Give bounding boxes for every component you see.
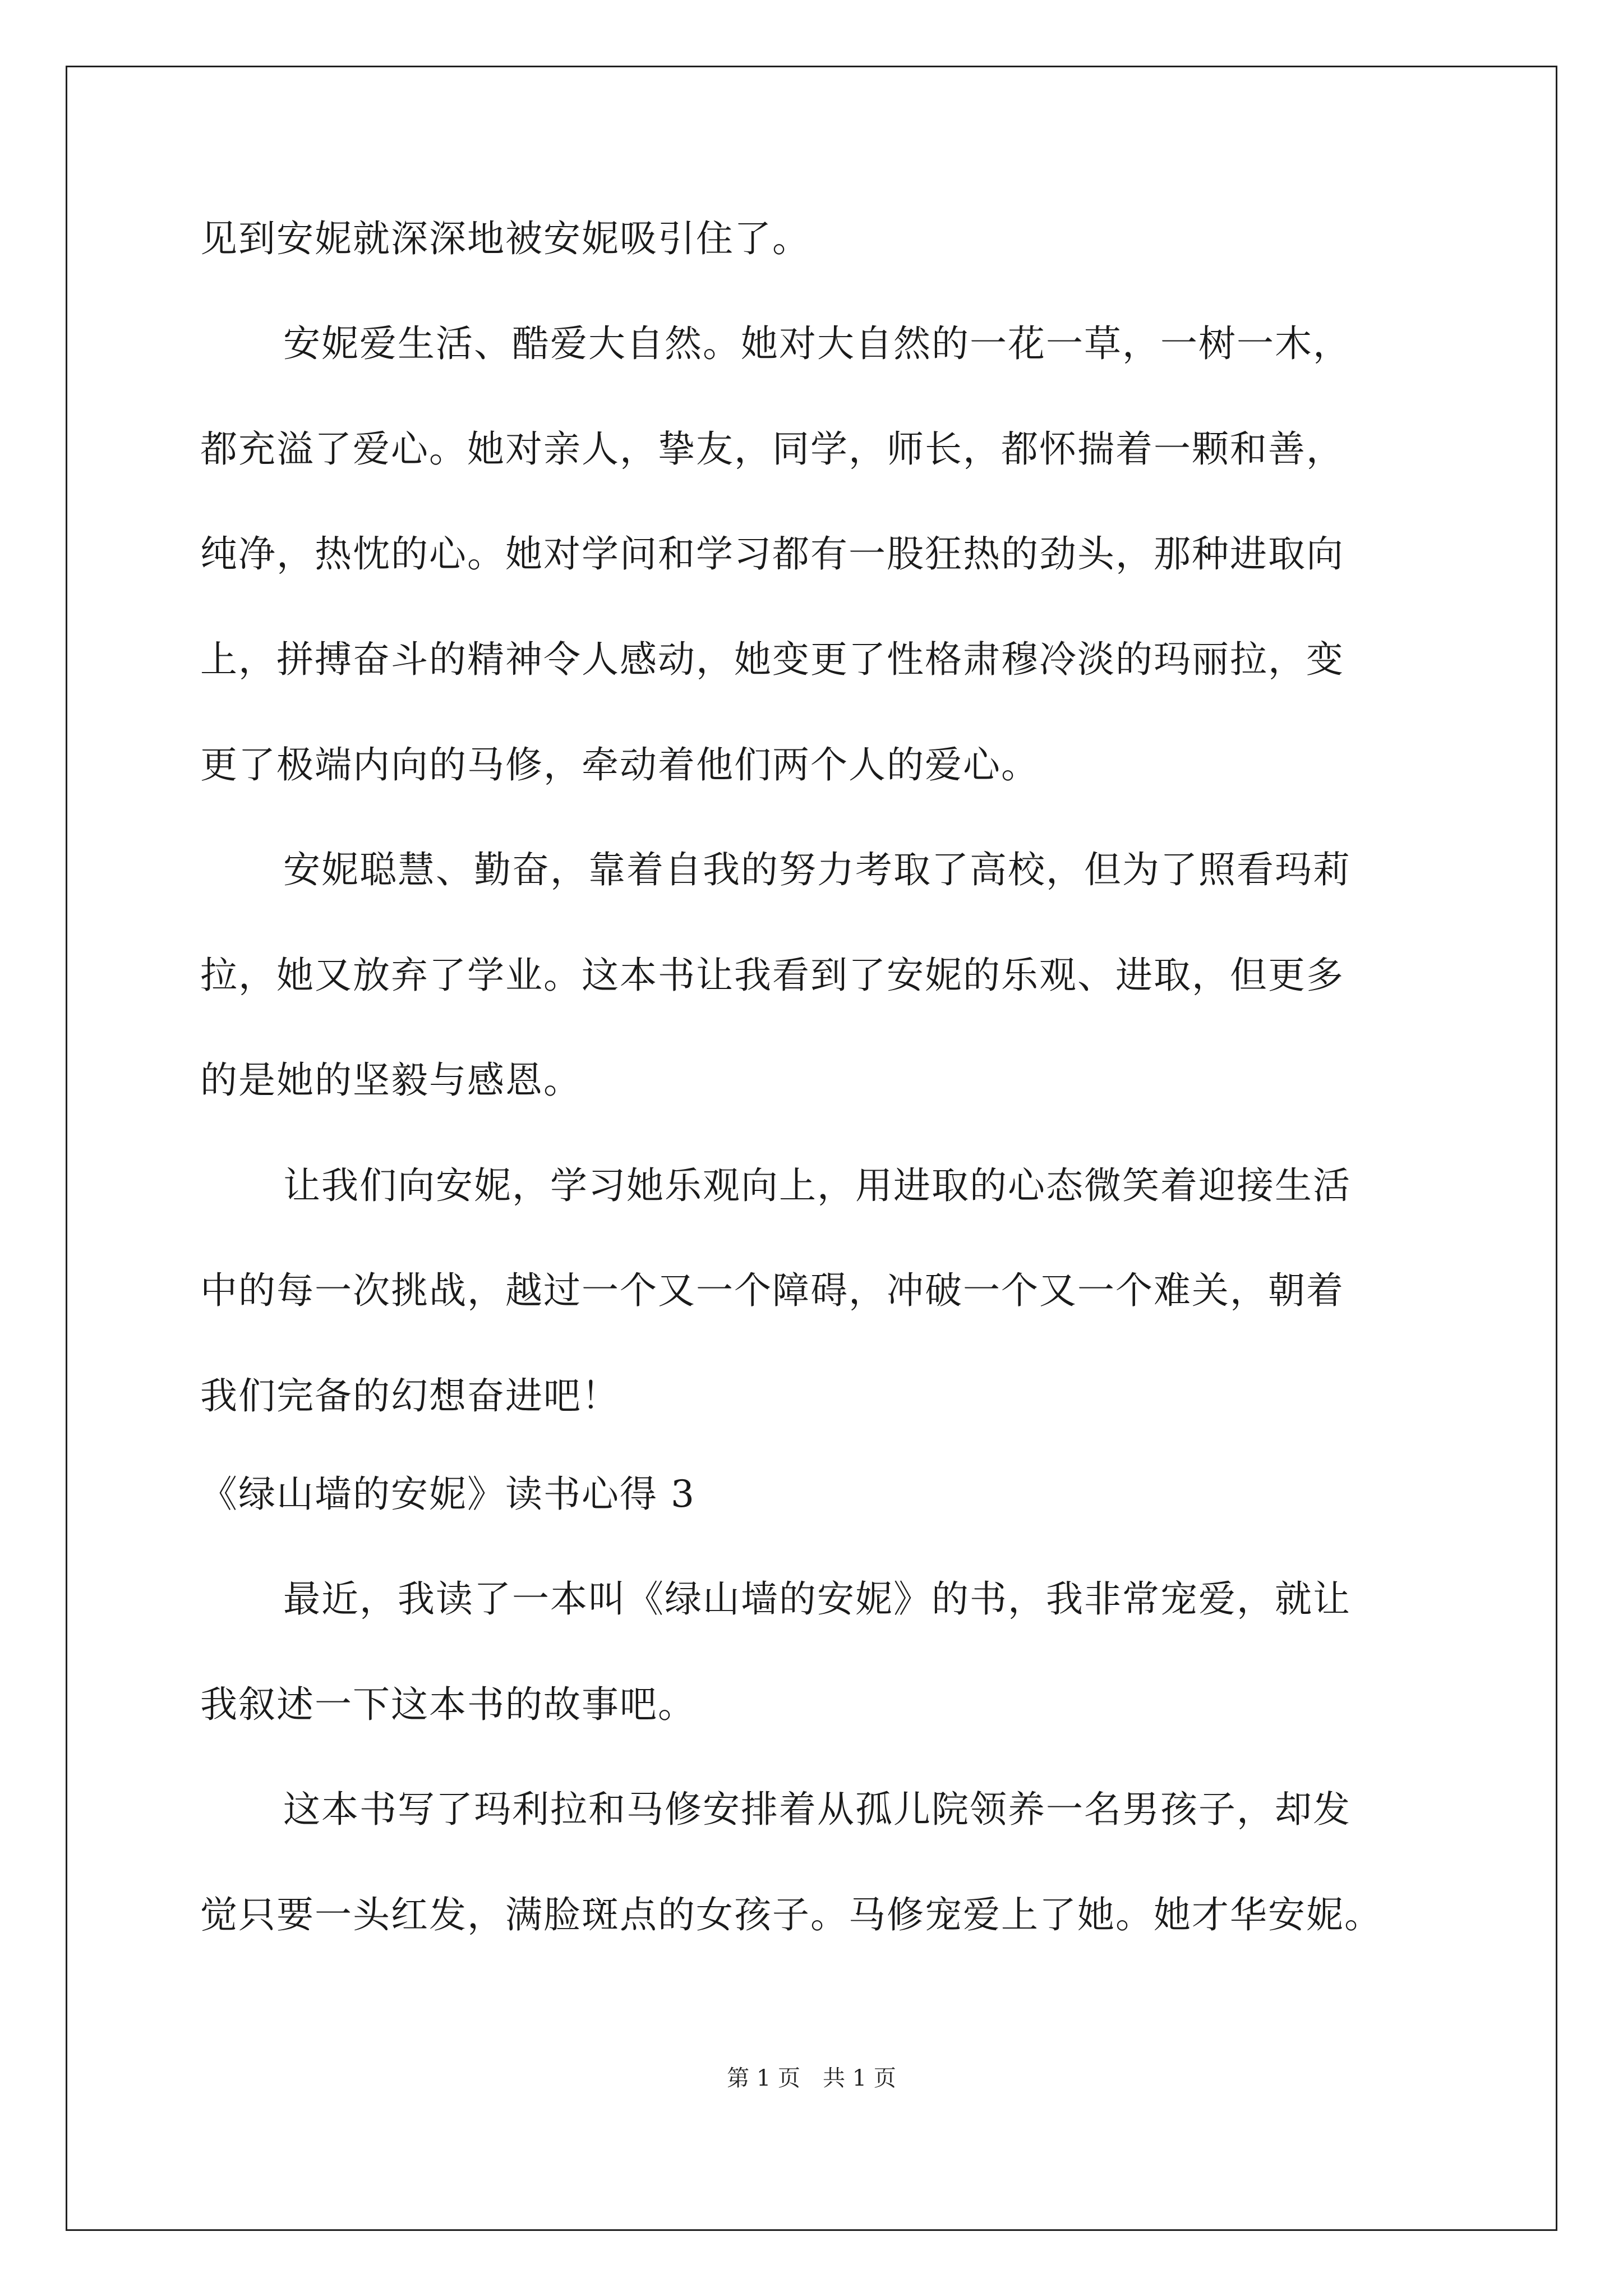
text-line: 让我们向安妮，学习她乐观向上，用进取的心态微笑着迎接生活	[283, 1164, 1351, 1207]
text-line: 中的每一次挑战，越过一个又一个障碍，冲破一个又一个难关，朝着	[200, 1269, 1344, 1312]
section-heading: 《绿山墙的安妮》读书心得 3	[200, 1473, 695, 1516]
text-line: 最近，我读了一本叫《绿山墙的安妮》的书，我非常宠爱，就让	[283, 1577, 1351, 1621]
page-footer: 第 1 页 共 1 页	[727, 2065, 896, 2091]
text-line: 的是她的坚毅与感恩。	[200, 1059, 582, 1102]
text-line: 都充溢了爱心。她对亲人，挚友，同学，师长，都怀揣着一颗和善，	[200, 427, 1344, 471]
text-line: 上，拼搏奋斗的精神令人感动，她变更了性格肃穆冷淡的玛丽拉，变	[200, 638, 1344, 681]
text-line: 我叙述一下这本书的故事吧。	[200, 1683, 696, 1726]
text-line: 安妮聪慧、勤奋，靠着自我的努力考取了高校，但为了照看玛莉	[283, 848, 1351, 891]
text-line: 我们完备的幻想奋进吧！	[200, 1374, 620, 1418]
text-line: 更了极端内向的马修，牵动着他们两个人的爱心。	[200, 743, 1039, 786]
text-line: 见到安妮就深深地被安妮吸引住了。	[200, 217, 810, 260]
text-line: 这本书写了玛利拉和马修安排着从孤儿院领养一名男孩子，却发	[283, 1788, 1351, 1831]
text-line: 安妮爱生活、酷爱大自然。她对大自然的一花一草，一树一木，	[283, 322, 1351, 365]
text-line: 拉，她又放弃了学业。这本书让我看到了安妮的乐观、进取，但更多	[200, 954, 1344, 997]
text-line: 觉只要一头红发，满脸斑点的女孩子。马修宠爱上了她。她才华安妮。	[200, 1893, 1382, 1936]
text-line: 纯净，热忱的心。她对学问和学习都有一股狂热的劲头，那种进取向	[200, 532, 1344, 576]
